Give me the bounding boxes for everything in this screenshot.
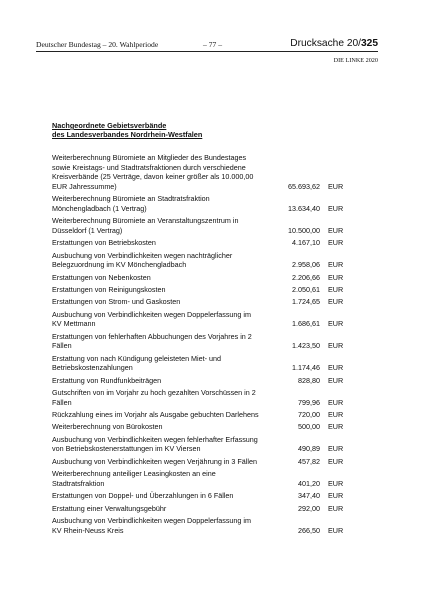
item-description: Erstattungen von Doppel- und Überzahlungen in 6 Fällen xyxy=(52,491,234,501)
page-number: – 77 – xyxy=(203,40,222,49)
item-amount: 13.634,40 xyxy=(288,203,320,213)
item-amount: 2.958,06 xyxy=(292,260,320,270)
item-amount: 828,80 xyxy=(298,375,320,385)
item-currency: EUR xyxy=(328,410,344,420)
list-item xyxy=(52,388,348,407)
list-item xyxy=(52,238,348,248)
item-amount: 401,20 xyxy=(298,478,320,488)
item-description: Ausbuchung von Verbindlichkeiten wegen Doppelerfassung im KV Rhein-Neuss Kreis xyxy=(52,515,251,535)
list-item xyxy=(52,435,348,454)
item-amount: 1.724,65 xyxy=(292,297,320,307)
item-currency: EUR xyxy=(328,422,344,432)
item-amount: 1.686,61 xyxy=(292,319,320,329)
item-currency: EUR xyxy=(328,478,344,488)
item-currency: EUR xyxy=(328,525,344,535)
item-description: Erstattungen von Betriebskosten xyxy=(52,238,156,248)
item-currency: EUR xyxy=(328,397,344,407)
item-description: Ausbuchung von Verbindlichkeiten wegen fehlerhafter Erfassung von Betriebskostenerstattungen im KV Viersen xyxy=(52,434,258,454)
running-header-left: Deutscher Bundestag – 20. Wahlperiode xyxy=(36,40,159,49)
item-description: Erstattungen von fehlerhaften Abbuchungen des Vorjahres in 2 Fällen xyxy=(52,331,252,351)
item-description: Erstattung von nach Kündigung geleisteten Miet- und Betriebskostenzahlungen xyxy=(52,353,222,373)
item-amount: 720,00 xyxy=(298,410,320,420)
party-year-label: DIE LINKE 2020 xyxy=(333,57,378,64)
list-item xyxy=(52,216,348,235)
item-amount: 4.167,10 xyxy=(292,238,320,248)
item-amount: 2.206,66 xyxy=(292,272,320,282)
item-currency: EUR xyxy=(328,456,344,466)
item-currency: EUR xyxy=(328,319,344,329)
list-item xyxy=(52,194,348,213)
list-item xyxy=(52,516,348,535)
list-item xyxy=(52,376,348,386)
item-amount: 799,96 xyxy=(298,397,320,407)
item-description: Weiterberechnung Büromiete an Veranstaltungszentrum in Düsseldorf (1 Vertrag) xyxy=(52,216,239,235)
item-amount: 2.050,61 xyxy=(292,284,320,294)
list-item xyxy=(52,469,348,488)
item-currency: EUR xyxy=(328,260,344,270)
item-amount: 266,50 xyxy=(298,525,320,535)
item-currency: EUR xyxy=(328,181,344,191)
document-number xyxy=(290,38,378,49)
item-description: Rückzahlung eines im Vorjahr als Ausgabe gebuchten Darlehens xyxy=(52,410,259,420)
document-number-value: 325 xyxy=(361,38,378,49)
item-currency: EUR xyxy=(328,341,344,351)
item-currency: EUR xyxy=(328,363,344,373)
item-description: Weiterberechnung von Bürokosten xyxy=(52,422,163,432)
item-description: Erstattungen von Reinigungskosten xyxy=(52,284,166,294)
item-amount: 292,00 xyxy=(298,503,320,513)
item-amount: 10.500,00 xyxy=(288,225,320,235)
list-item xyxy=(52,297,348,307)
income-list xyxy=(52,153,348,538)
list-item xyxy=(52,491,348,501)
item-description: Erstattungen von Strom- und Gaskosten xyxy=(52,297,181,307)
item-currency: EUR xyxy=(328,491,344,501)
header-rule xyxy=(36,51,378,52)
list-item xyxy=(52,310,348,329)
section-title xyxy=(52,121,252,139)
list-item xyxy=(52,153,348,191)
item-amount: 1.174,46 xyxy=(292,363,320,373)
item-currency: EUR xyxy=(328,225,344,235)
item-currency: EUR xyxy=(328,503,344,513)
item-currency: EUR xyxy=(328,238,344,248)
list-item xyxy=(52,332,348,351)
item-amount: 500,00 xyxy=(298,422,320,432)
list-item xyxy=(52,273,348,283)
item-amount: 347,40 xyxy=(298,491,320,501)
section-title-line-1: Nachgeordnete Gebietsverbände xyxy=(52,121,167,130)
list-item xyxy=(52,285,348,295)
list-item xyxy=(52,422,348,432)
item-description: Erstattungen von Nebenkosten xyxy=(52,272,151,282)
item-currency: EUR xyxy=(328,272,344,282)
item-description: Erstattung von Rundfunkbeiträgen xyxy=(52,375,162,385)
item-currency: EUR xyxy=(328,297,344,307)
item-description: Ausbuchung von Verbindlichkeiten wegen nachträglicher Belegzuordnung im KV Mönchengladbach xyxy=(52,250,233,270)
section-title-line-2: des Landesverbandes Nordrhein-Westfalen xyxy=(52,130,203,139)
item-description: Weiterberechnung anteiliger Leasingkosten an eine Stadtratsfraktion xyxy=(52,469,216,488)
list-item xyxy=(52,251,348,270)
item-description: Weiterberechnung Büromiete an Stadtratsfraktion Mönchengladbach (1 Vertrag) xyxy=(52,194,210,213)
item-currency: EUR xyxy=(328,203,344,213)
document-number-prefix: Drucksache 20/ xyxy=(290,38,361,49)
item-description: Ausbuchung von Verbindlichkeiten wegen Doppelerfassung im KV Mettmann xyxy=(52,309,251,329)
list-item xyxy=(52,410,348,420)
item-currency: EUR xyxy=(328,284,344,294)
list-item xyxy=(52,354,348,373)
list-item xyxy=(52,504,348,514)
item-amount: 1.423,50 xyxy=(292,341,320,351)
item-currency: EUR xyxy=(328,375,344,385)
item-amount: 457,82 xyxy=(298,456,320,466)
list-item xyxy=(52,457,348,467)
item-description: Gutschriften von im Vorjahr zu hoch gezahlten Vorschüssen in 2 Fällen xyxy=(52,388,256,407)
item-description: Ausbuchung von Verbindlichkeiten wegen Verjährung in 3 Fällen xyxy=(52,456,257,466)
item-description: Erstattung einer Verwaltungsgebühr xyxy=(52,503,167,513)
item-amount: 65.693,62 xyxy=(288,181,320,191)
item-currency: EUR xyxy=(328,444,344,454)
item-description: Weiterberechnung Büromiete an Mitglieder des Bundestages sowie Kreistags- und Stadtratsfraktionen durch verschiedene Kreisverbände (25 Verträge, davon keiner größer als 10.000,00 EUR Jahressumme) xyxy=(52,153,254,191)
item-amount: 490,89 xyxy=(298,444,320,454)
